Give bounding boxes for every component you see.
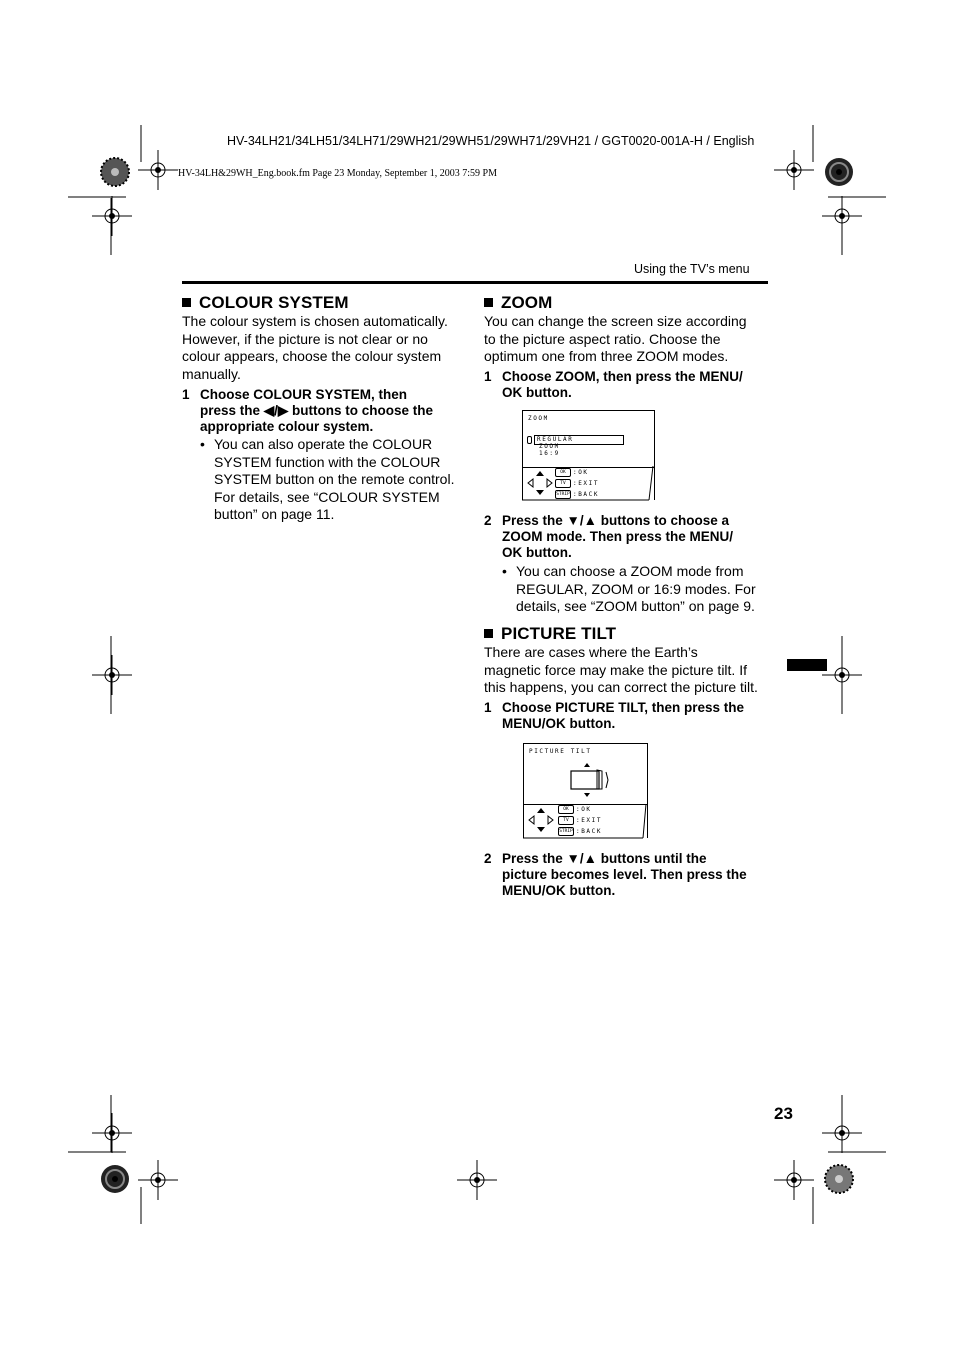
text-line: SYSTEM button on the remote control. [214, 471, 455, 488]
osd-title: PICTURE TILT [529, 748, 592, 755]
back-key-label: :BACK [576, 828, 603, 835]
ok-key-label: :OK [573, 469, 589, 476]
ok-key-icon: OK [555, 468, 571, 477]
starburst-mark-icon [100, 1164, 130, 1194]
text-line: You can choose a ZOOM mode from [516, 563, 744, 579]
text-line: ZOOM mode. Then press the MENU/ [502, 529, 734, 545]
exit-key-label: :EXIT [576, 817, 603, 824]
picture-tilt-heading-text: PICTURE TILT [501, 624, 617, 643]
text-line: The colour system is chosen automatically. [182, 313, 448, 329]
text-line: REGULAR, ZOOM or 16:9 modes. For [516, 580, 756, 597]
text-line: to the picture aspect ratio. Choose the [484, 330, 721, 347]
registration-mark-icon [822, 1113, 862, 1153]
direction-pad-icon [528, 807, 554, 833]
text-line: For details, see “COLOUR SYSTEM [214, 488, 440, 505]
text-line: OK button. [502, 545, 572, 561]
text-line: You can also operate the COLOUR [214, 436, 433, 452]
registration-mark-icon [457, 1160, 497, 1200]
osd-divider [524, 804, 647, 805]
zoom-option-zoom: ZOOM [539, 443, 560, 450]
direction-pad-icon [527, 470, 553, 496]
starburst-mark-icon [824, 157, 854, 187]
step-number: 1 [484, 369, 492, 384]
text-line: MENU/OK button. [502, 883, 616, 899]
back-key-label: :BACK [573, 491, 600, 498]
text-line: manually. [182, 365, 241, 382]
square-bullet-icon [182, 298, 191, 307]
text-line: MENU/OK button. [502, 716, 616, 732]
tilted-picture-icon [564, 762, 610, 798]
osd-divider [523, 467, 654, 468]
text-line: OK button. [502, 385, 572, 401]
text-line: appropriate colour system. [200, 419, 374, 435]
colour-system-heading [182, 293, 349, 313]
registration-mark-icon [92, 1113, 132, 1153]
bullet-dot: • [200, 436, 205, 452]
text-line: colour appears, choose the colour system [182, 348, 442, 365]
step-number: 2 [484, 851, 492, 866]
text-line: details, see “ZOOM button” on page 9. [516, 598, 755, 615]
exit-key-label: :EXIT [573, 480, 600, 487]
text-line: However, if the picture is not clear or no [182, 330, 428, 347]
text-line: SYSTEM function with the COLOUR [214, 453, 441, 470]
text-line: press the ◀/▶ buttons to choose the [200, 403, 434, 419]
ok-key-label: :OK [576, 806, 592, 813]
text-line: magnetic force may make the picture tilt. If [484, 661, 747, 678]
square-bullet-icon [484, 298, 493, 307]
zoom-option-169: 16:9 [539, 450, 560, 457]
registration-mark-icon [822, 655, 862, 695]
zoom-step-1 [484, 369, 769, 403]
step-number: 2 [484, 513, 492, 528]
zoom-intro [484, 313, 747, 366]
picture-tilt-heading [484, 624, 616, 644]
picture-tilt-step-2 [484, 851, 774, 901]
square-bullet-icon [484, 629, 493, 638]
zoom-note [502, 563, 770, 619]
text-line: picture becomes level. Then press the [502, 867, 747, 883]
tv-key-icon: TV [555, 479, 571, 488]
bullet-dot: • [502, 563, 507, 579]
registration-mark-icon [774, 1160, 814, 1200]
osd-frame-edge [522, 499, 653, 502]
header-rule [182, 281, 768, 284]
picture-tilt-menu-screen [523, 743, 648, 838]
picture-tilt-intro [484, 644, 758, 697]
registration-mark-icon [774, 150, 814, 190]
registration-mark-icon [92, 196, 132, 236]
text-line: Press the ▼/▲ buttons to choose a [502, 513, 730, 528]
registration-mark-icon [138, 1160, 178, 1200]
colour-system-heading-text: COLOUR SYSTEM [199, 293, 349, 312]
zoom-option-regular: REGULAR [537, 436, 574, 443]
text-line: optimum one from three ZOOM modes. [484, 348, 729, 365]
strip-key-icon: STRIP [559, 829, 573, 834]
chapter-tab [787, 659, 827, 671]
text-line: Choose ZOOM, then press the MENU/ [502, 369, 743, 384]
starburst-mark-icon [100, 157, 130, 187]
zoom-menu-screen [522, 410, 655, 500]
selection-cursor-icon [527, 436, 532, 444]
text-line: There are cases where the Earth’s [484, 644, 698, 660]
text-line: this happens, you can correct the picture tilt. [484, 679, 758, 696]
section-title: Using the TV’s menu [634, 262, 750, 276]
colour-system-intro [182, 313, 448, 383]
registration-mark-icon [138, 150, 178, 190]
zoom-heading [484, 293, 552, 313]
zoom-step-2 [484, 513, 769, 563]
text-line: You can change the screen size according [484, 313, 747, 329]
page-number: 23 [774, 1104, 793, 1123]
text-line: Choose COLOUR SYSTEM, then [200, 387, 408, 402]
step-number: 1 [484, 700, 492, 715]
colour-system-note [200, 436, 470, 528]
step-number: 1 [182, 387, 190, 402]
registration-mark-icon [92, 655, 132, 695]
starburst-mark-icon [824, 1164, 854, 1194]
model-line: HV-34LH21/34LH51/34LH71/29WH21/29WH51/29WH71/29VH21 / GGT0020-001A-H / English [227, 134, 755, 148]
colour-system-step-1 [182, 387, 472, 437]
file-info: HV-34LH&29WH_Eng.book.fm Page 23 Monday, September 1, 2003 7:59 PM [178, 168, 497, 179]
ok-key-icon: OK [558, 805, 574, 814]
zoom-heading-text: ZOOM [501, 293, 553, 312]
text-line: Press the ▼/▲ buttons until the [502, 851, 707, 866]
text-line: button” on page 11. [214, 506, 335, 523]
strip-key-icon: STRIP [556, 492, 570, 497]
text-line: Choose PICTURE TILT, then press the [502, 700, 745, 715]
picture-tilt-step-1 [484, 700, 769, 734]
osd-title: ZOOM [528, 415, 549, 422]
osd-frame-edge [523, 837, 646, 840]
registration-mark-icon [822, 196, 862, 236]
tv-key-icon: TV [558, 816, 574, 825]
